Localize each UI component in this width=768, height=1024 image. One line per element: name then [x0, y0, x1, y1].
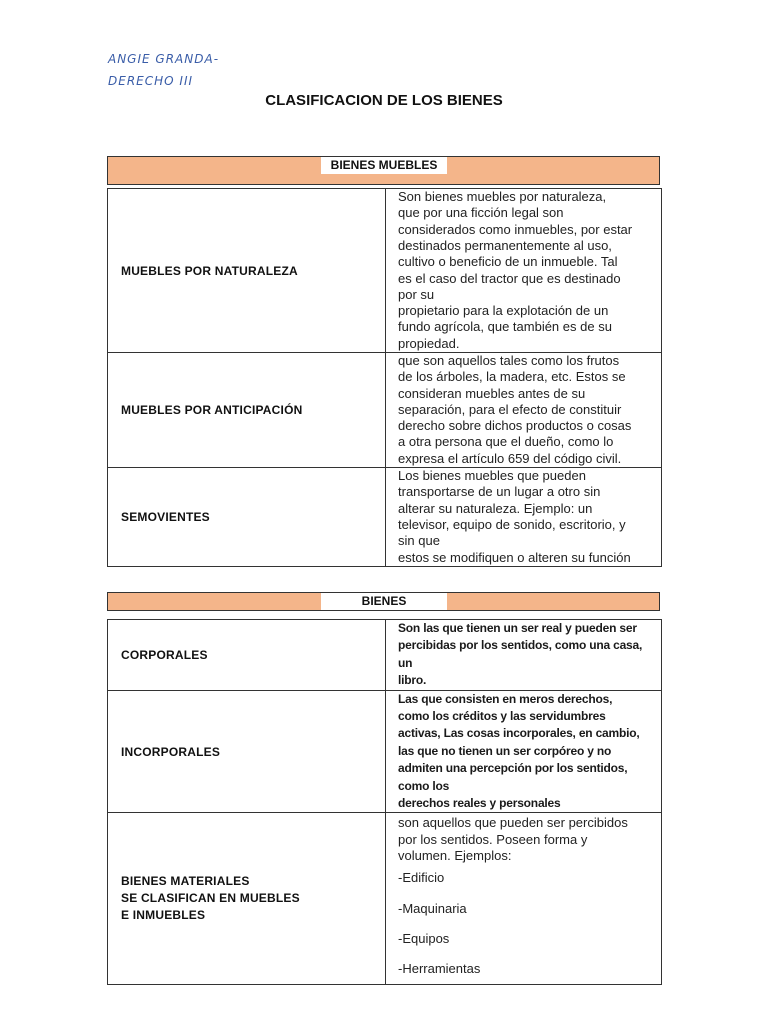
definition-text: son aquellos que pueden ser percibidos por los sentidos. Poseen forma y volumen. Ejemplos:	[398, 815, 628, 864]
definition-cell: Son bienes muebles por naturaleza, que por una ficción legal son considerados como inmuebles, por estar destinados permanentemente al uso, cultivo o beneficio de un inmueble. Tal es el caso del tractor que es destinado por su propietario para la explotación de un fundo agrícola, que también es de su propiedad.	[386, 189, 662, 353]
example-item: -Equipos	[398, 930, 450, 946]
definition-cell: Los bienes muebles que pueden transportarse de un lugar a otro sin alterar su naturaleza. Ejemplo: un televisor, equipo de sonido, escritorio, y sin que estos se modifiquen o alteren su función	[386, 468, 662, 567]
section-header-label: BIENES	[321, 593, 447, 610]
author-name: ANGIE GRANDA-	[108, 52, 220, 66]
definition-cell	[386, 813, 662, 985]
definition-cell: Las que consisten en meros derechos, como los créditos y las servidumbres activas, Las cosas incorporales, en cambio, las que no tienen un ser corpóreo y no admiten una percepción por los sentidos, como los derechos reales y personales	[386, 690, 662, 813]
table-row	[108, 468, 662, 567]
example-item: -Edificio	[398, 870, 445, 886]
table-row	[108, 620, 662, 691]
term-cell: SEMOVIENTES	[108, 468, 386, 567]
term-cell: MUEBLES POR ANTICIPACIÓN	[108, 353, 386, 468]
term-cell: MUEBLES POR NATURALEZA	[108, 189, 386, 353]
document-title: CLASIFICACION DE LOS BIENES	[265, 92, 503, 109]
section-header-bienes-muebles	[107, 156, 660, 185]
term-cell: BIENES MATERIALES SE CLASIFICAN EN MUEBLES E INMUEBLES	[108, 813, 386, 985]
term-cell: CORPORALES	[108, 620, 386, 691]
table-row	[108, 353, 662, 468]
section-header-bienes	[107, 592, 660, 611]
section-header-label: BIENES MUEBLES	[321, 157, 447, 174]
table-row	[108, 813, 662, 985]
bienes-muebles-table	[107, 188, 662, 567]
definition-cell: Son las que tienen un ser real y pueden ser percibidas por los sentidos, como una casa, un libro.	[386, 620, 662, 691]
table-row	[108, 690, 662, 813]
definition-cell: que son aquellos tales como los frutos de los árboles, la madera, etc. Estos se consideran muebles antes de su separación, para el efecto de constituir derecho sobre dichos productos o cosas a otra persona que el dueño, como lo expresa el artículo 659 del código civil.	[386, 353, 662, 468]
example-item: -Herramientas	[398, 961, 481, 977]
example-item: -Maquinaria	[398, 900, 467, 916]
bienes-table	[107, 619, 662, 985]
author-course: DERECHO III	[108, 74, 194, 88]
table-row	[108, 189, 662, 353]
term-cell: INCORPORALES	[108, 690, 386, 813]
